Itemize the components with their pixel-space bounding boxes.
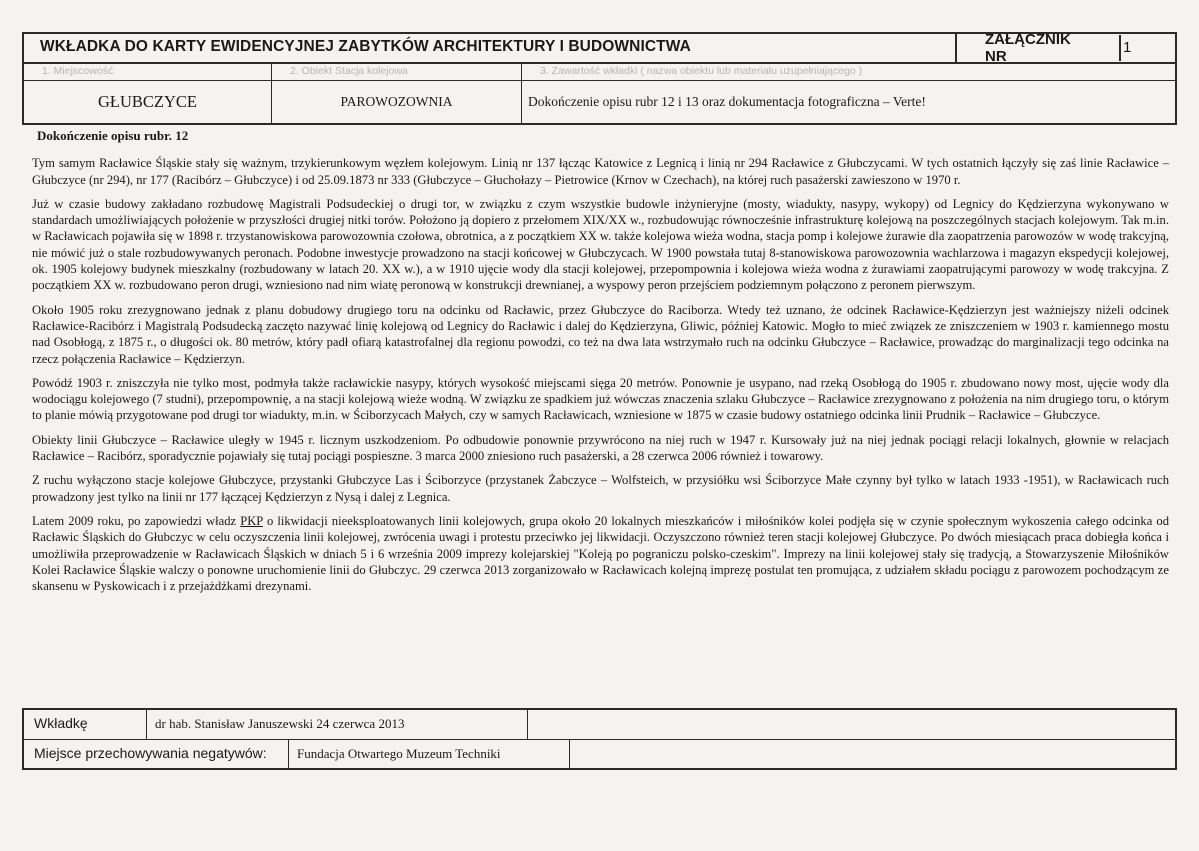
text-span: Latem 2009 roku, po zapowiedzi władz xyxy=(32,513,241,528)
paragraph: Tym samym Racławice Śląskie stały się ważnym, trzykierunkowym węzłem kolejowym. Linią nr 137 łącząc Katowice z Legnicą i linią nr 294 Racławice z Głubczycami. W tych ostatnich łączyły się zaś linie Racławice – Głubczyce (nr 294), nr 177 (Racibórz – Głubczyce) i od 25.09.1873 nr 333 (Głubczyce – Głuchołazy – Pietrowice (Krnov w Czechach), na której ruch pasażerski zawieszono w 1970 r. xyxy=(32,156,1169,187)
contents-value: Dokończenie opisu rubr 12 i 13 oraz dokumentacja fotograficzna – Verte! xyxy=(528,94,926,109)
locality-label: 1. Miejscowość xyxy=(24,64,272,80)
storage-value: Fundacja Otwartego Muzeum Techniki xyxy=(288,740,570,769)
annex-label: ZAŁĄCZNIK NR xyxy=(985,31,1071,65)
author-value: dr hab. Stanisław Januszewski 24 czerwca 2013 xyxy=(146,710,528,739)
storage-row xyxy=(24,740,1175,769)
header-form xyxy=(22,32,1177,125)
section-heading: Dokończenie opisu rubr. 12 xyxy=(37,128,189,143)
author-label: Wkładkę xyxy=(34,715,88,731)
text-span: o likwidacji nieeksploatowanych linii kolejowych, grupa około 20 lokalnych mieszkańców i miłośników kolei podjęła się w czynie społecznym wykoszenia całego odcinka od Racławic Śląskich do Głubczyc w celu oczyszczenia linii kolejowej, zwrócenia uwagi i protestu przeciwko jej likwidacji. Oczyszczono również teren stacji kolejowej Głubczyce. Po dwóch miesiącach praca dobiegła końca i umożliwiła przeprowadzenie w Racławicach Śląskich w dniach 5 i 6 września 2009 imprezy kolejarskiej "Koleją po pograniczu polsko-czeskim". Imprezy na linii kolejowej stały się tradycją, a Stowarzyszenie Miłośników Kolei Racławice Śląskie walczy o ponowne uruchomienie linii do Głubczyc. 29 czerwca 2013 zorganizowało w Racławicach kolejną imprezę postulat ten promująca, z udziałem składu pociągu z parowozem pochodzącym ze skansenu w Pyskowicach i z przejażdżkami drezynami. xyxy=(32,513,1169,594)
header-labels-row xyxy=(24,64,1175,81)
header-title-row xyxy=(24,31,1175,65)
annex-number: 1 xyxy=(1119,35,1175,61)
empty-cell xyxy=(528,710,1175,739)
paragraph: Powódź 1903 r. zniszczyła nie tylko most, podmyła także racławickie nasypy, których wysokość miejscami sięga 20 metrów. Ponownie je usypano, nad rzeką Osobłogą do 1905 r. zbudowano nowy most, ujęcie wody dla wodociągu kolejowego (7 studni), przepompownię, a na stacji kolejową wieże wodną. W związku ze spadkiem już wówczas znaczenia szlaku Głubczyce – Racławice zrezygnowano z położenia na nim drugiego toru, o którym to planie mówią przygotowane pod drugi tor wiadukty, m.in. w Ściborzycach Małych, czy w samych Racławicach, wzniesione w 1875 w czasie budowy ostatniego odcinka linii Prudnik – Racławice – Głubczyce. xyxy=(32,375,1169,423)
contents-label: 3. Zawartość wkładki ( nazwa obiektu lub materiału uzupełniającego ) xyxy=(540,65,863,77)
object-label: 2. Obiekt Stacja kolejowa xyxy=(272,64,522,80)
footer-form xyxy=(22,708,1177,770)
locality-value: GŁUBCZYCE xyxy=(24,81,272,123)
pkp-link[interactable]: PKP xyxy=(240,513,263,528)
author-row xyxy=(24,710,1175,740)
paragraph: Już w czasie budowy zakładano rozbudowę Magistrali Podsudeckiej o drugi tor, w związku z czym wszystkie budowle inżynieryjne (mosty, wiadukty, nasypy, wykopy) od Legnicy do Kędzierzyna wykonywano w standardach umożliwiających położenie w przyszłości drugiej nitki torów. Położono ją dopiero z przełomem XIX/XX w., rozbudowując równocześnie infrastrukturę kolejową na poszczególnych stacjach kolejowym. Tak m.in. w Racławicach pojawiła się w 1898 r. trzystanowiskowa parowozownia czołowa, obrotnica, a z początkiem XX w. także kolejowa wieża wodna, stacja pomp i kolejowe żurawie dla zaopatrzenia parowozów w wodę trakcyjną, nie mówić już o stale rozbudowywanych peronach. Podobne inwestycje prowadzono na stacji końcowej w Głubczycach. W 1900 powstała tutaj 8-stanowiskowa parowozownia wachlarzowa i magazyn ekspedycji kolejowej, ok. 1905 kolejowy budynek mieszkalny (rozbudowany w latach 20. XX w.), a w 1910 ujęcie wody dla stacji kolejowej, przepompownia i kolejowa wieża wodna z żurawiami zaopatrującymi parowozy w wodę trakcyjna. Z początkiem XX w. rozbudowano peron drugi, wzniesiono nad nim wiatę peronową w konstrukcji drewnianej, a wyspowy peron przejściem podziemnym połączono z peronem pierwszym. xyxy=(32,196,1169,293)
object-value: PAROWOZOWNIA xyxy=(272,81,522,123)
annex-cell xyxy=(957,31,1175,65)
storage-label: Miejsce przechowywania negatywów: xyxy=(34,745,267,761)
header-values-row xyxy=(24,81,1175,123)
paragraph: Obiekty linii Głubczyce – Racławice uległy w 1945 r. licznym uszkodzeniom. Po odbudowie ponownie przywrócono na niej ruch w 1947 r. Kursowały już na niej jednak pociągi relacji lokalnych, głownie w relacjach Racławice – Racibórz, sporadycznie pojawiały się tutaj pociągi pospieszne. 3 marca 2000 zniesiono ruch pasażerski, a 28 czerwca 2006 również i towarowy. xyxy=(32,432,1169,464)
form-title: WKŁADKA DO KARTY EWIDENCYJNEJ ZABYTKÓW ARCHITEKTURY I BUDOWNICTWA xyxy=(24,34,957,62)
paragraph: Około 1905 roku zrezygnowano jednak z planu dobudowy drugiego toru na odcinku od Racławic, przez Głubczyce do Raciborza. Wtedy też uznano, że odcinek Racławice-Kędzierzyn jest ważniejszy niżeli odcinek Racławice-Racibórz i Magistralą Podsudecką zaczęto nazywać linię kolejową od Legnicy do Racławic i dalej do Kędzierzyna, Gliwic, później Katowic. Mogło to mieć związek ze zniszczeniem w 1903 r. kamiennego mostu nad Osobłogą, z 1875 r., o długości ok. 80 metrów, który padł ofiarą katastrofalnej dla regionu powodzi, co też na dwa lata wstrzymało ruch na odcinku Głubczyce – Racławice, prowadząc do marginalizacji tego odcinka na rzecz połączenia Racławice – Kędzierzyn. xyxy=(32,302,1169,366)
paragraph-last xyxy=(32,513,1169,594)
paragraph: Z ruchu wyłączono stacje kolejowe Głubczyce, przystanki Głubczyce Las i Ściborzyce (przystanek Żabczyce – Wolfsteich, w przysiółku wsi Ściborzyce Małe czynny był tylko w latach 1933 -1951), w Racławicach ruch prowadzony jest tylko na linii nr 177 łączącej Kędzierzyn z Nysą i dalej z Legnica. xyxy=(32,473,1169,504)
document-body xyxy=(32,128,1169,602)
empty-cell xyxy=(570,740,1175,769)
